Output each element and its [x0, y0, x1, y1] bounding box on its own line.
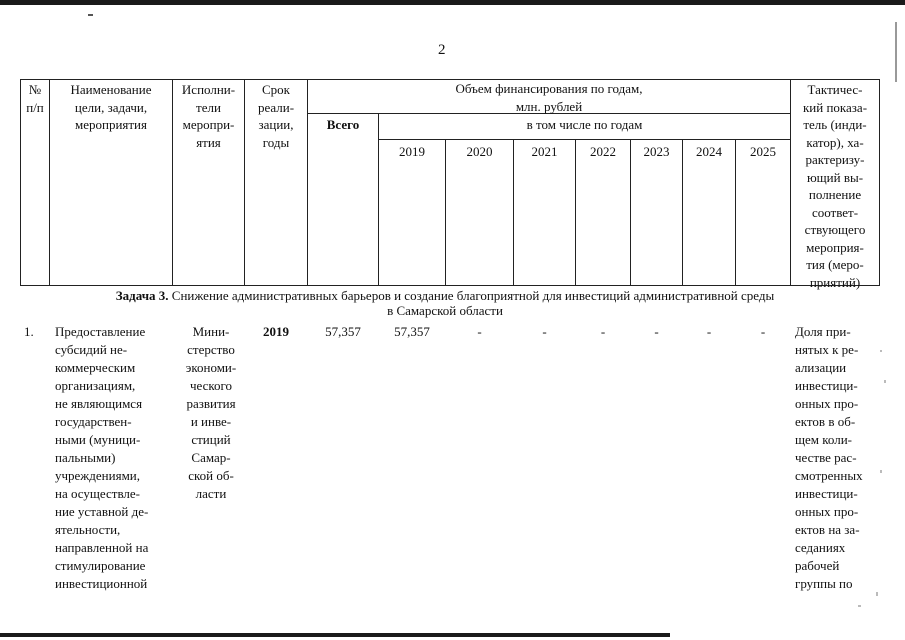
row-value-2022: - [600, 324, 606, 339]
header-year-2019: 2019 [399, 144, 425, 159]
scan-speck [880, 350, 882, 352]
row-total: 57,357 [325, 324, 361, 339]
row-name: Предоставление субсидий не- коммерческим организациям, не являющимся государствен- ными (муници- пальными) учреждениями, на осуществле- ние уставной де- ятельности, направленной на стимулирование инвестиционной [55, 324, 149, 591]
scan-speck [880, 470, 882, 473]
scan-bottom-edge [0, 633, 670, 637]
header-year-2020: 2020 [466, 144, 493, 159]
row-value-2023: - [654, 324, 659, 339]
scan-speck [88, 14, 93, 16]
row-value-2021: - [542, 324, 547, 339]
header-years-divider [378, 139, 790, 140]
col-border [682, 139, 683, 286]
task-line2: в Самарской области [387, 303, 503, 318]
page-number: 2 [438, 42, 446, 58]
col-border [445, 139, 446, 286]
scan-speck [884, 380, 886, 383]
row-indicator: Доля при- нятых к ре- ализации инвестици- онных про- ектов в об- щем коли- честве рас- смотренных инвестици- онных про- ектов на за- седаниях рабочей группы по [795, 324, 863, 591]
scan-speck [858, 605, 861, 607]
col-border [630, 139, 631, 286]
header-term: Срок реали- зации, годы [257, 82, 295, 150]
scan-top-edge [0, 0, 905, 5]
header-year-2022: 2022 [590, 144, 616, 159]
task-text: Снижение административных барьеров и создание благоприятной для инвестиций административной среды [168, 288, 775, 303]
header-year-2024: 2024 [696, 144, 722, 159]
header-year-2023: 2023 [643, 144, 670, 159]
header-executors: Исполни- тели меропри- ятия [181, 82, 236, 150]
row-value-2025: - [760, 324, 766, 339]
header-indicator: Тактичес- кий показа- тель (инди- катор), ха- рактеризу- ющий вы- полнение соответ- ствующего мероприя- тия (меро- приятий) [802, 82, 868, 290]
task-prefix: Задача 3. [115, 288, 169, 303]
col-border [735, 139, 736, 286]
col-border [378, 113, 379, 286]
header-by-year: в том числе по годам [526, 117, 643, 132]
row-value-2019: 57,357 [394, 324, 430, 339]
row-value-2024: - [706, 324, 712, 339]
row-term: 2019 [263, 324, 289, 339]
col-border [513, 139, 514, 286]
header-name: Наименование цели, задачи, мероприятия [70, 82, 152, 132]
header-total: Всего [326, 117, 360, 132]
scan-edge-mark [895, 22, 897, 82]
header-num: № п/п [26, 82, 44, 115]
scan-speck [876, 592, 878, 596]
col-border [879, 79, 880, 286]
row-executor: Мини- стерство экономи- ческого развития и инве- стиций Самар- ской об- ласти [185, 324, 237, 501]
header-bottom-border [20, 285, 880, 286]
header-funding: Объем финансирования по годам, млн. рублей [455, 81, 643, 114]
header-year-2025: 2025 [750, 144, 776, 159]
row-value-2020: - [477, 324, 482, 339]
header-year-2021: 2021 [531, 144, 558, 159]
task-heading [30, 288, 860, 318]
col-border [575, 139, 576, 286]
row-num: 1. [24, 324, 34, 339]
